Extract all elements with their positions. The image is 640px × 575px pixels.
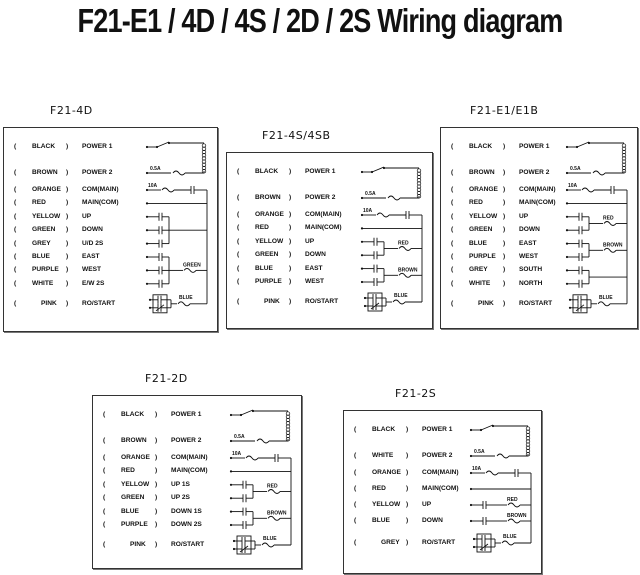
bracket-open: ( [237,278,240,285]
wire-function: UP [422,501,432,508]
fuse-color-label: GREEN [183,262,201,269]
fuse-color-label: RED [398,240,409,247]
bracket-close: ) [503,186,506,193]
bracket-close: ) [66,239,69,247]
wire-function: DOWN [422,517,443,524]
wire-color: BLACK [32,143,56,150]
wire-color: BROWN [32,169,58,176]
bracket-close: ) [155,541,158,548]
bracket-close: ) [155,411,158,418]
bracket-open: ( [237,251,240,259]
fuse-symbol [268,490,280,494]
wire-function: SOUTH [519,266,543,274]
bracket-close: ) [289,194,292,201]
wire-function: MAIN(COM) [171,467,208,475]
fuse-symbol [508,503,520,507]
wire-function: COM(MAIN) [305,211,342,218]
wire-function: UP [305,237,315,245]
wire-color: WHITE [469,279,491,287]
bracket-close: ) [66,226,69,234]
bracket-close: ) [66,299,69,307]
wire-function: DOWN [519,226,540,234]
start-relay-box [477,534,491,552]
fuse-rating-label: 10A [568,183,578,189]
fuse-symbol [604,248,616,252]
wire-function: UP [82,212,92,220]
bracket-open: ( [237,224,240,232]
bracket-open: ( [451,212,454,220]
wire-color: ORANGE [121,454,150,461]
wire-function: MAIN(COM) [305,224,342,232]
bracket-open: ( [237,211,240,218]
start-relay-box [368,293,382,311]
wire-color: BLUE [469,239,487,247]
wire-function: POWER 2 [82,169,113,176]
bracket-open: ( [14,299,17,307]
bracket-close: ) [503,253,506,260]
bracket-close: ) [503,169,506,176]
fuse-symbol [162,188,174,192]
wire-color: ORANGE [372,469,401,476]
wire-function: EAST [82,253,100,260]
wire-function: MAIN(COM) [422,485,459,492]
fuse-color-label: BROWN [603,242,623,249]
bracket-open: ( [14,279,17,287]
wire-color: PINK [130,541,146,548]
bracket-open: ( [451,199,454,207]
bracket-open: ( [237,194,240,201]
fuse-rating-label: 0.5A [570,166,581,172]
fuse-rating-label: 10A [472,466,482,472]
fuse-color-label: BLUE [394,293,408,299]
bracket-open: ( [14,143,17,150]
start-relay-box [237,536,251,554]
wire-function: DOWN [82,226,103,234]
wire-function: U/D 2S [82,239,104,247]
wire-color: PURPLE [469,253,496,260]
wire-color: YELLOW [372,501,401,508]
fuse-symbol [486,471,498,475]
wire-color: GREY [32,239,51,247]
fuse-symbol [246,456,258,460]
fuse-color-label: BLUE [599,294,613,301]
wire-function: RO/START [305,298,339,305]
fuse-symbol [178,302,190,306]
bracket-open: ( [237,298,240,305]
wire-color: BLUE [372,517,390,524]
wire-color: PINK [264,298,280,305]
fuse-symbol [262,543,274,547]
bracket-open: ( [103,411,106,418]
wire-color: PURPLE [121,521,148,528]
panel-title-2s: F21-2S [395,387,437,400]
schematic [93,396,301,568]
wire-function: RO/START [422,539,456,546]
fuse-rating-label: 0.5A [365,191,376,197]
fuse-symbol [508,519,520,523]
wire-function: POWER 1 [519,143,550,150]
fuse-color-label: BROWN [507,513,527,519]
schematic [441,128,637,328]
wire-function: WEST [519,253,539,260]
bracket-open: ( [451,169,454,176]
bracket-close: ) [503,199,506,207]
bracket-close: ) [66,199,69,207]
schematic [4,128,217,331]
bracket-close: ) [503,266,506,274]
fuse-rating-label: 10A [363,208,373,214]
wire-function: MAIN(COM) [519,199,556,207]
bracket-close: ) [155,507,158,515]
wire-color: BLACK [469,143,493,150]
fuse-symbol [257,439,269,443]
wire-color: PURPLE [32,266,59,274]
bracket-close: ) [66,212,69,220]
wire-color: GREY [469,266,488,274]
wire-color: GREEN [121,494,145,502]
bracket-open: ( [14,199,17,207]
bracket-open: ( [237,237,240,245]
panel-title-e1: F21-E1/E1B [470,104,539,117]
wire-color: GREEN [255,251,279,259]
bracket-open: ( [103,454,106,461]
bracket-open: ( [237,168,240,175]
wire-color: WHITE [32,279,54,287]
bracket-close: ) [66,253,69,260]
bracket-close: ) [503,239,506,247]
wire-color: BROWN [469,169,495,176]
wire-function: EAST [519,239,537,247]
wire-function: COM(MAIN) [519,186,556,193]
bracket-close: ) [289,251,292,259]
bracket-open: ( [354,452,357,459]
fuse-color-label: RED [507,497,518,503]
wire-color: YELLOW [469,212,498,220]
wire-color: ORANGE [255,211,284,218]
bracket-close: ) [406,426,409,433]
bracket-close: ) [406,485,409,492]
fuse-color-label: RED [603,215,614,222]
bracket-open: ( [103,507,106,515]
bracket-open: ( [103,467,106,475]
bracket-open: ( [14,226,17,234]
bracket-close: ) [289,211,292,218]
fuse-symbol [184,268,196,272]
fuse-color-label: RED [267,483,278,490]
bracket-open: ( [103,494,106,502]
bracket-close: ) [406,517,409,524]
fuse-symbol [502,541,514,545]
wire-function: EAST [305,264,323,272]
bracket-close: ) [406,452,409,459]
bracket-close: ) [155,437,158,444]
wire-function: UP [519,212,529,220]
bracket-open: ( [451,279,454,287]
fuse-symbol [497,454,509,458]
wire-function: COM(MAIN) [82,186,119,193]
bracket-open: ( [354,485,357,492]
wire-function: POWER 2 [422,452,453,459]
fuse-symbol [388,196,400,200]
bracket-open: ( [354,501,357,508]
bracket-open: ( [354,426,357,433]
wire-function: UP 2S [171,494,190,502]
wire-color: BLUE [255,264,273,272]
fuse-rating-label: 0.5A [150,166,161,172]
fuse-symbol [393,300,405,304]
wire-color: RED [32,199,46,207]
wire-color: WHITE [372,452,394,459]
bracket-close: ) [289,298,292,305]
wire-color: BLUE [32,253,50,260]
bracket-open: ( [14,212,17,220]
bracket-open: ( [14,266,17,274]
wire-color: RED [121,467,135,475]
bracket-open: ( [451,299,454,307]
wire-function: UP 1S [171,480,190,488]
bracket-close: ) [66,266,69,274]
bracket-open: ( [103,541,106,548]
bracket-open: ( [14,186,17,193]
wire-function: WEST [305,278,325,285]
fuse-symbol [399,273,411,277]
wire-color: ORANGE [469,186,498,193]
bracket-open: ( [451,266,454,274]
wire-color: RED [372,485,386,492]
wiring-panel-2s [343,410,542,574]
wire-function: POWER 1 [171,411,202,418]
bracket-close: ) [66,186,69,193]
wiring-panel-e1 [440,127,638,329]
fuse-color-label: BLUE [263,536,277,542]
fuse-symbol [593,171,605,175]
bracket-open: ( [451,253,454,260]
wire-color: GREEN [469,226,493,234]
bracket-open: ( [103,437,106,444]
wire-function: POWER 1 [422,426,453,433]
wiring-panel-4d [3,127,218,332]
wire-color: PURPLE [255,278,282,285]
bracket-close: ) [406,501,409,508]
wire-color: ORANGE [32,186,61,193]
wire-function: E/W 2S [82,279,105,287]
wire-color: BROWN [255,194,281,201]
bracket-open: ( [14,253,17,260]
bracket-close: ) [155,494,158,502]
fuse-color-label: BLUE [503,534,517,540]
bracket-open: ( [354,469,357,476]
bracket-open: ( [14,239,17,247]
bracket-close: ) [289,224,292,232]
schematic [227,153,432,328]
wire-function: COM(MAIN) [422,469,459,476]
fuse-symbol [377,213,389,217]
wire-color: PINK [41,299,57,307]
panel-title-4d: F21-4D [50,104,93,117]
wire-color: BLACK [255,168,279,175]
bracket-close: ) [503,279,506,287]
bracket-open: ( [14,169,17,176]
wire-function: WEST [82,266,102,274]
bracket-open: ( [451,186,454,193]
wire-color: BLUE [121,507,139,515]
bracket-close: ) [289,237,292,245]
wiring-panel-4s [226,152,433,329]
bracket-open: ( [354,517,357,524]
bracket-close: ) [503,226,506,234]
bracket-close: ) [289,264,292,272]
wire-color: PINK [478,299,494,307]
start-relay-box [153,295,167,313]
wire-color: BLACK [121,411,145,418]
fuse-color-label: BROWN [267,510,287,517]
fuse-rating-label: 10A [148,183,158,189]
bracket-close: ) [503,212,506,220]
bracket-open: ( [103,521,106,528]
wire-function: POWER 1 [305,168,336,175]
wire-function: RO/START [171,541,205,548]
bracket-close: ) [503,143,506,150]
fuse-color-label: BLUE [179,294,193,301]
fuse-color-label: BROWN [398,267,418,274]
wire-color: RED [255,224,269,232]
wire-color: RED [469,199,483,207]
bracket-open: ( [451,226,454,234]
wiring-panel-2d [92,395,302,569]
wire-function: MAIN(COM) [82,199,119,207]
bracket-close: ) [155,521,158,528]
bracket-close: ) [155,454,158,461]
start-relay-box [573,295,587,313]
bracket-open: ( [237,264,240,272]
wire-color: YELLOW [255,237,284,245]
fuse-symbol [582,188,594,192]
wire-function: POWER 2 [519,169,550,176]
wire-function: DOWN [305,251,326,259]
fuse-rating-label: 10A [232,451,242,457]
wire-function: POWER 1 [82,143,113,150]
fuse-symbol [268,516,280,520]
wire-function: DOWN 1S [171,507,202,515]
wire-function: POWER 2 [305,194,336,201]
wire-color: BROWN [121,437,147,444]
fuse-rating-label: 0.5A [234,434,245,440]
bracket-close: ) [289,278,292,285]
bracket-close: ) [406,469,409,476]
wire-color: GREY [381,539,400,546]
schematic [344,411,541,573]
wire-function: NORTH [519,279,543,287]
fuse-symbol [604,222,616,226]
fuse-symbol [598,302,610,306]
panel-title-4s: F21-4S/4SB [262,129,331,142]
wire-color: YELLOW [121,480,150,488]
bracket-close: ) [66,143,69,150]
bracket-close: ) [155,467,158,475]
wire-function: RO/START [519,299,553,307]
bracket-close: ) [289,168,292,175]
wire-function: COM(MAIN) [171,454,208,461]
bracket-open: ( [451,239,454,247]
bracket-close: ) [503,299,506,307]
diagram-title: F21-E1 / 4D / 4S / 2D / 2S Wiring diagram [77,2,563,39]
bracket-open: ( [451,143,454,150]
wire-function: RO/START [82,299,116,307]
bracket-open: ( [103,480,106,488]
bracket-close: ) [66,279,69,287]
wire-function: POWER 2 [171,437,202,444]
bracket-close: ) [155,480,158,488]
wire-function: DOWN 2S [171,521,202,528]
bracket-open: ( [354,539,357,546]
wire-color: YELLOW [32,212,61,220]
fuse-rating-label: 0.5A [474,449,485,455]
bracket-close: ) [66,169,69,176]
fuse-symbol [173,171,185,175]
bracket-close: ) [406,539,409,546]
wire-color: GREEN [32,226,56,234]
panel-title-2d: F21-2D [145,372,188,385]
wire-color: BLACK [372,426,396,433]
fuse-symbol [399,247,411,251]
